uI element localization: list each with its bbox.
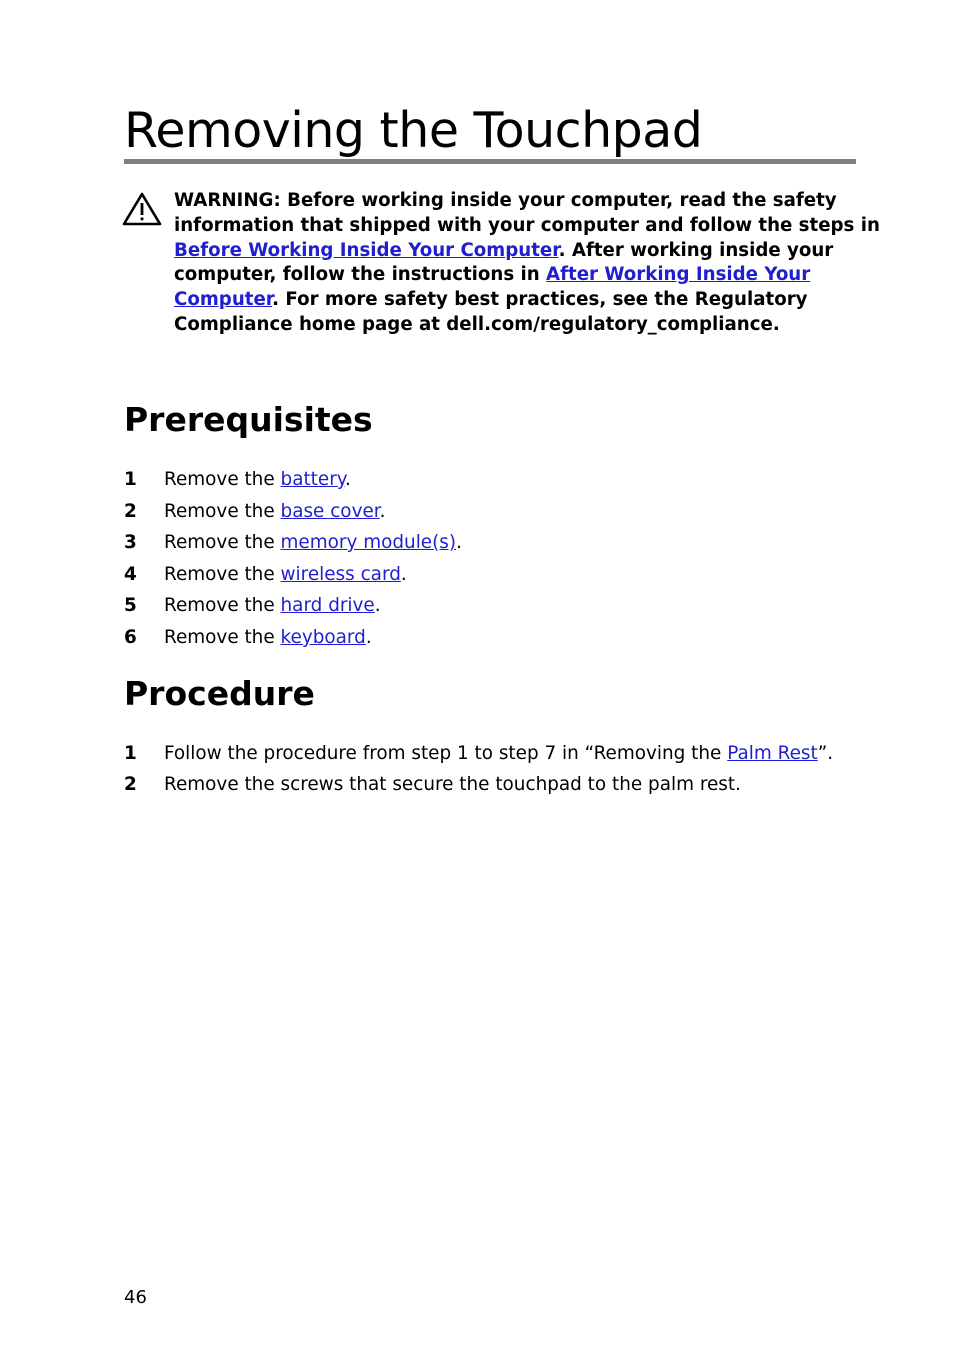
base-cover-link[interactable]: base cover <box>280 501 380 522</box>
step-text: Remove the <box>164 532 281 553</box>
prerequisites-heading: Prerequisites <box>124 400 373 439</box>
warning-line: . For more safety best practices, see the Regulatory <box>272 289 808 311</box>
step-suffix: . <box>374 595 381 616</box>
procedure-heading: Procedure <box>124 674 315 713</box>
warning-line: Compliance home page at dell.com/regulatory_compliance. <box>174 313 780 335</box>
after-working-link[interactable]: After Working Inside Your <box>546 264 811 286</box>
step-suffix: . <box>345 469 351 490</box>
step-text: Remove the <box>164 595 281 616</box>
step-suffix: . <box>456 532 462 553</box>
memory-modules-link[interactable]: memory module(s) <box>280 532 457 553</box>
title-rule <box>124 159 856 164</box>
step-suffix: . <box>400 564 407 585</box>
step-number: 1 <box>124 469 137 490</box>
step-text: Remove the <box>164 564 281 585</box>
step-text: Follow the procedure from step 1 to step 7 in “Removing the <box>164 743 728 764</box>
warning-line: Before working inside your computer, read the safety <box>280 190 837 211</box>
page-number: 46 <box>124 1287 147 1308</box>
step-number: 4 <box>124 564 137 585</box>
wireless-card-link[interactable]: wireless card <box>280 564 401 585</box>
warning-text <box>174 189 880 338</box>
step-number: 5 <box>124 595 137 616</box>
keyboard-link[interactable]: keyboard <box>280 627 366 648</box>
step-text: Remove the <box>164 501 281 522</box>
step-number: 1 <box>124 743 137 764</box>
step-number: 6 <box>124 627 137 648</box>
after-working-link-continued[interactable]: Computer <box>174 289 273 311</box>
step-number: 2 <box>124 774 137 795</box>
step-text: Remove the <box>164 627 281 648</box>
palm-rest-link[interactable]: Palm Rest <box>727 743 818 764</box>
step-suffix: . <box>379 501 386 522</box>
battery-link[interactable]: battery <box>280 469 346 490</box>
warning-line: computer, follow the instructions in <box>174 264 547 286</box>
warning-line: information that shipped with your computer and follow the steps in <box>174 214 880 236</box>
hard-drive-link[interactable]: hard drive <box>280 595 375 616</box>
step-text: Remove the <box>164 469 281 490</box>
warning-triangle-icon <box>122 192 162 226</box>
warning-label: WARNING: <box>174 190 281 211</box>
step-suffix: . <box>365 627 372 648</box>
step-text: Remove the screws that secure the touchpad to the palm rest. <box>164 774 741 795</box>
step-number: 2 <box>124 501 137 522</box>
step-number: 3 <box>124 532 137 553</box>
before-working-link[interactable]: Before Working Inside Your Computer <box>174 239 559 261</box>
page-title: Removing the Touchpad <box>124 102 703 159</box>
step-suffix: ”. <box>817 743 834 764</box>
warning-line: . After working inside your <box>558 239 834 261</box>
